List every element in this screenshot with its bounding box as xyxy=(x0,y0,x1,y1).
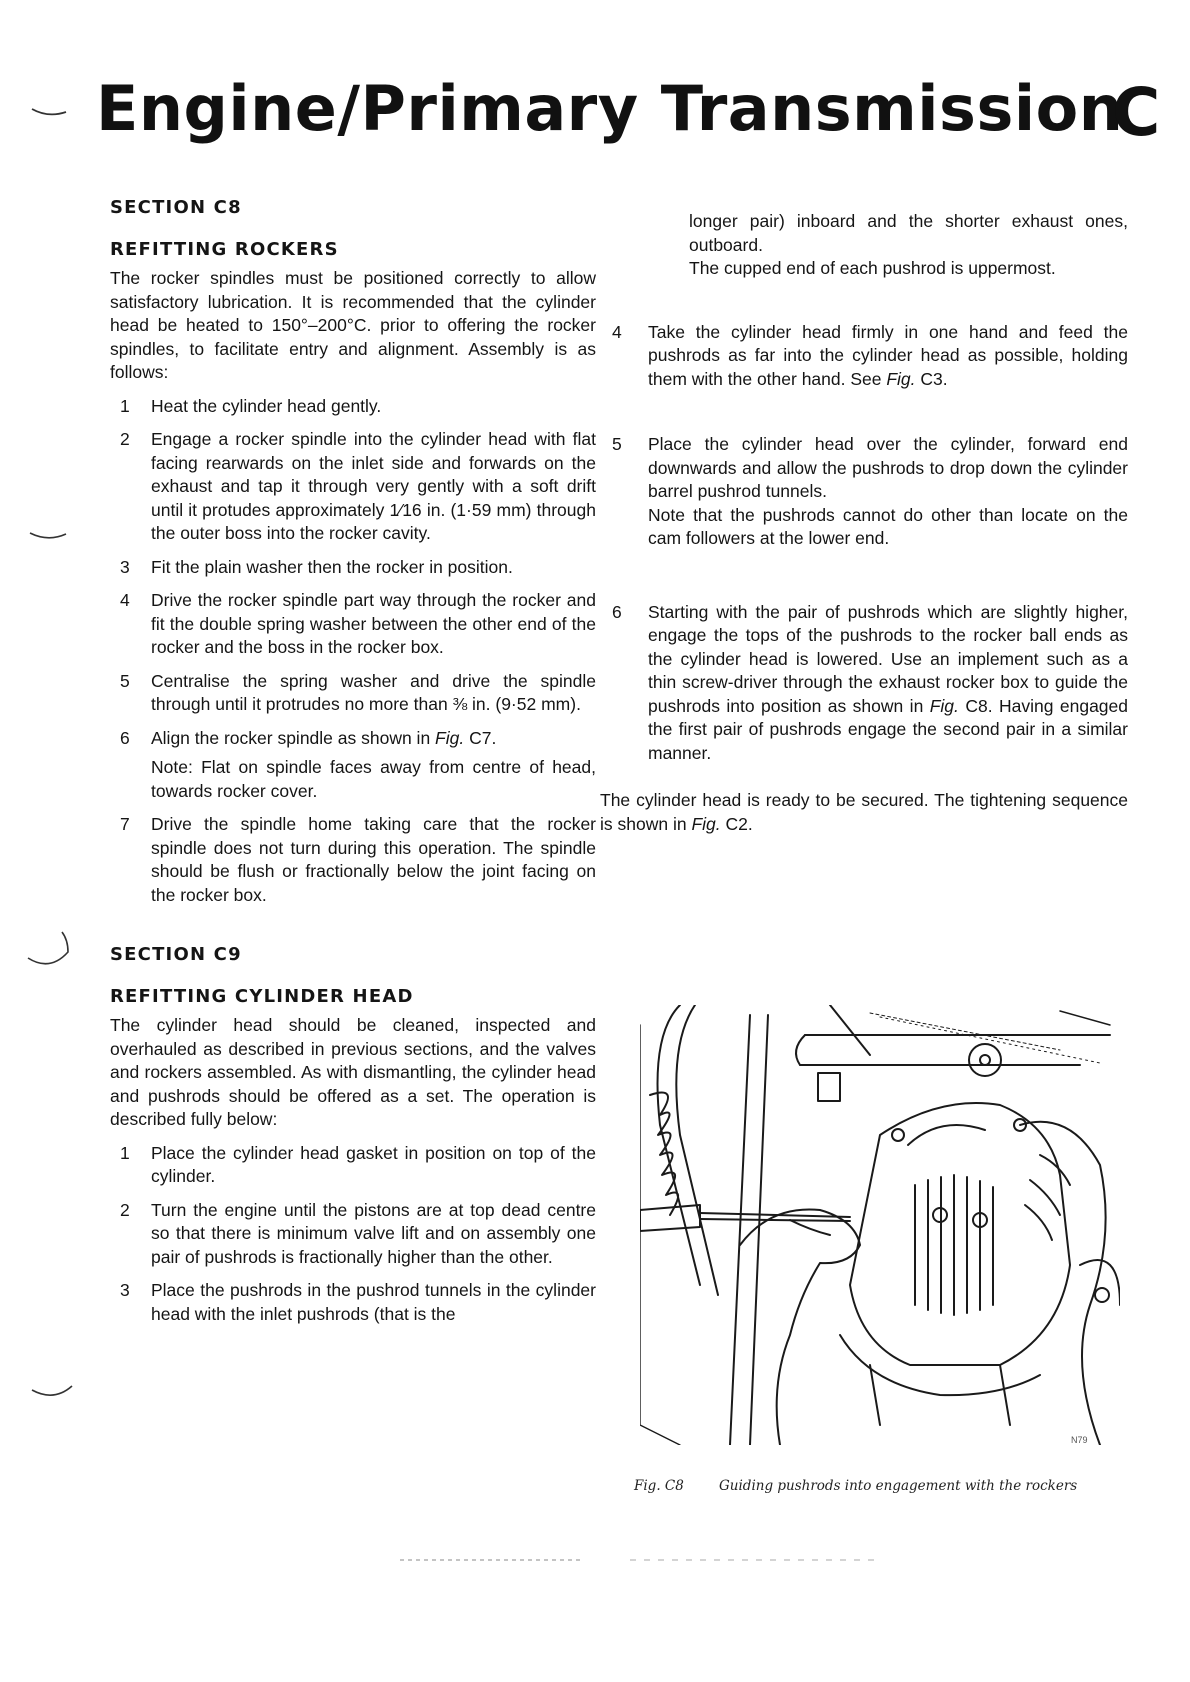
c9-step-4: 4 Take the cylinder head firmly in one hand and feed the pushrods as far into the cylinder head as possible, holding them with the other hand. See Fig. C3. xyxy=(612,321,1128,389)
c8-step-6-note: Note: Flat on spindle faces away from centre of head, towards rocker cover. xyxy=(151,757,596,801)
refitting-rockers-heading: REFITTING ROCKERS xyxy=(110,238,339,260)
figure-caption-text: Guiding pushrods into engagement with the rockers xyxy=(719,1478,1078,1494)
binder-hole-mark xyxy=(24,930,72,968)
c8-step-3: 3 Fit the plain washer then the rocker in position. xyxy=(120,556,513,577)
binder-hole-mark xyxy=(28,530,70,542)
c8-step-4: 4 Drive the rocker spindle part way through the rocker and fit the double spring washer between the other end of the rocker and the boss in the rocker box. xyxy=(120,590,596,657)
refitting-cylinder-head-heading: REFITTING CYLINDER HEAD xyxy=(110,985,414,1007)
left-column xyxy=(110,196,596,1336)
section-c9-title: SECTION C9 xyxy=(110,944,242,965)
c9-step-5: 5 Place the cylinder head over the cylinder, forward end downwards and allow the pushrods to drop down the cylinder barrel pushrod tunnels. Note that the pushrods cannot do other than locate on the cam followers at the lower end. xyxy=(648,433,1128,551)
c9-step-5-note: Note that the pushrods cannot do other than locate on the cam followers at the lower end. xyxy=(648,504,1128,548)
c9-step-3-continued: longer pair) inboard and the shorter exhaust ones, outboard. The cupped end of each pushrod is uppermost. xyxy=(689,211,1128,278)
c8-step-5: 5 Centralise the spring washer and drive the spindle through until it protrudes no more than ⅜ in. (9·52 mm). xyxy=(120,670,596,714)
chapter-letter: C xyxy=(1112,74,1161,151)
binder-hole-mark xyxy=(30,106,72,120)
c9-step-2: 2 Turn the engine until the pistons are at top dead centre so that there is minimum valve lift and on assembly one pair of pushrods is fractionally higher than the other. xyxy=(120,1199,596,1267)
c9-step-6: 6 Starting with the pair of pushrods which are slightly higher, engage the tops of the pushrods to the rocker ball ends as the cylinder head is lowered. Use an implement such as a thin screw-driver through the exhaust rocker box to guide the pushrods into position as shown in Fig. C8. Having engaged the first pair of pushrods engage the second pair in a similar manner. xyxy=(612,601,1129,763)
c9-intro: The cylinder head should be cleaned, inspected and overhauled as described in previous sections, and the valves and rockers assembled. As with dismantling, the cylinder head and pushrods should be offered as a set. The operation is described fully below: xyxy=(110,1015,596,1129)
page-title: Engine/Primary Transmission xyxy=(96,72,1124,145)
c8-intro: The rocker spindles must be positioned correctly to allow satisfactory lubrication. It is recommended that the cylinder head be heated to 150°–200°C. prior to offering the rocker spindles, to facilitate entry and alignment. Assembly is as follows: xyxy=(110,268,596,382)
figure-c8-caption xyxy=(634,1478,1094,1494)
c8-step-2: 2 Engage a rocker spindle into the cylinder head with flat facing rearwards on the inlet side and forwards on the exhaust and tap it through very gently with a soft drift until it protudes approximately 1⁄16 in. (1·59 mm) through the outer boss into the rocker cavity. xyxy=(120,429,596,543)
right-column xyxy=(600,210,1129,846)
c9-step-1: 1 Place the cylinder head gasket in position on top of the cylinder. xyxy=(120,1142,596,1186)
c8-step-1: 1 Heat the cylinder head gently. xyxy=(120,395,382,416)
figure-number: Fig. C8 xyxy=(634,1478,684,1494)
c8-step-6: 6 Align the rocker spindle as shown in Fig. C7. Note: Flat on spindle faces away from centre of head, towards rocker cover. xyxy=(110,727,596,804)
scan-artifact xyxy=(400,1548,920,1568)
binder-hole-mark xyxy=(28,1380,76,1400)
figure-code: N79 xyxy=(1071,1435,1088,1445)
section-c8-title: SECTION C8 xyxy=(110,197,242,218)
figure-c8-illustration xyxy=(640,1005,1120,1445)
c9-step-3: 3 Place the pushrods in the pushrod tunnels in the cylinder head with the inlet pushrods (that is the xyxy=(120,1280,596,1324)
c8-step-7: 7 Drive the spindle home taking care that the rocker spindle does not turn during this operation. The spindle should be flush or fractionally below the joint facing on the rocker box. xyxy=(120,814,596,905)
closing-paragraph: The cylinder head is ready to be secured. The tightening sequence is shown in Fig. C2. xyxy=(600,790,1128,834)
